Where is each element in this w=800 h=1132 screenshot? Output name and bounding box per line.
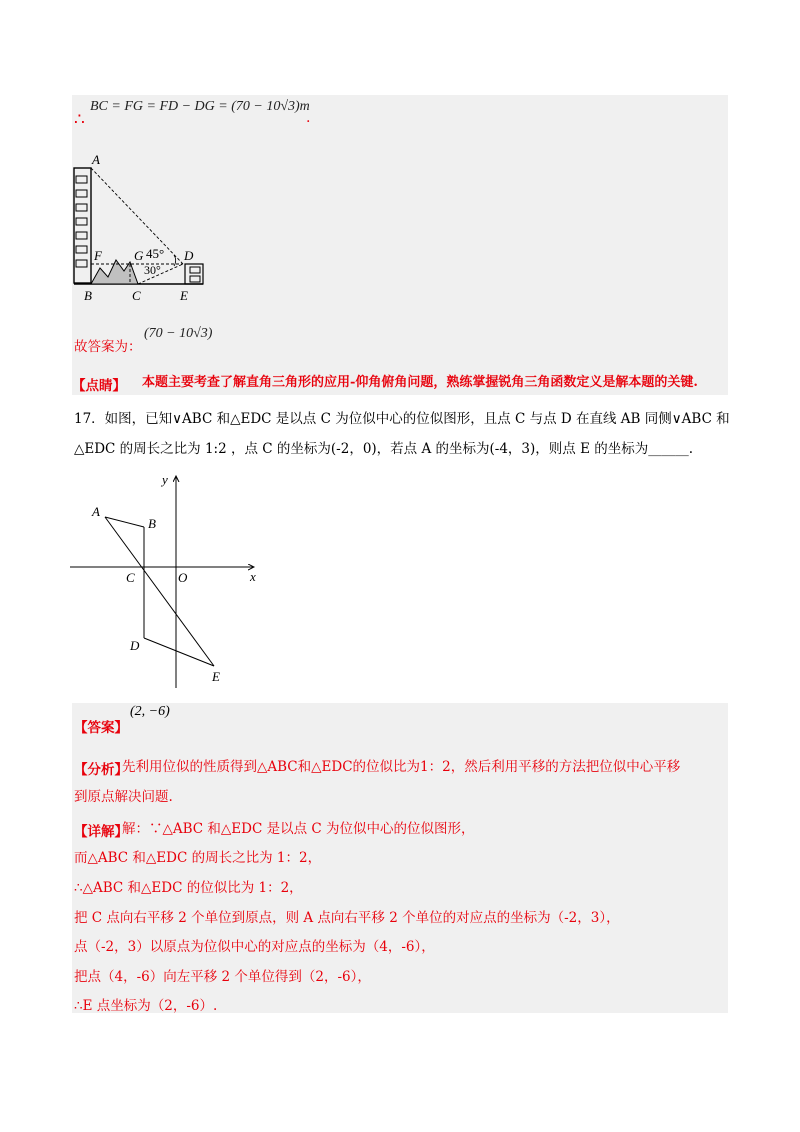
detail-line-2: 而△ABC 和△EDC 的周长之比为 1：2， — [74, 850, 322, 866]
label-e: E — [180, 288, 188, 303]
detail-tag: 【详解】 — [74, 824, 128, 840]
comment-tag: 【点睛】 — [72, 378, 126, 394]
label-c: C — [126, 570, 135, 585]
comment-text: 本题主要考查了解直角三角形的应用-仰角俯角问题，熟练掌握锐角三角函数定义是解本题的关键. — [142, 375, 698, 390]
answer-tag: 【答案】 — [74, 720, 128, 736]
analysis-line-1: 先利用位似的性质得到△ABC和△EDC的位似比为1：2，然后利用平移的方法把位似中心平移 — [122, 759, 681, 775]
label-d: D — [184, 248, 194, 263]
question-line-1: 17．如图，已知∨ABC 和△EDC 是以点 C 为位似中心的位似图形，且点 C 与点 D 在直线 AB 同侧∨ABC 和 — [74, 411, 730, 427]
label-e: E — [212, 669, 220, 684]
detail-line-3: ∴△ABC 和△EDC 的位似比为 1：2， — [74, 880, 303, 896]
answer-value-top: (70 − 10√3) — [144, 326, 213, 341]
answer-value: (2, −6) — [130, 704, 170, 719]
label-c: C — [132, 288, 141, 303]
analysis-line-2: 到原点解决问题. — [74, 789, 173, 805]
label-45: 45° — [146, 246, 165, 261]
label-d: D — [130, 638, 140, 653]
answer-prefix: 故答案为： — [74, 339, 142, 355]
label-x: x — [250, 569, 256, 584]
label-a: A — [92, 152, 100, 167]
label-o: O — [178, 570, 188, 585]
coordinate-figure — [68, 470, 268, 688]
analysis-tag: 【分析】 — [74, 762, 128, 778]
question-line-2: △EDC 的周长之比为 1:2 ，点 C 的坐标为(-2，0)，若点 A 的坐标为(-4，3)，则点 E 的坐标为______. — [74, 441, 694, 457]
detail-line-1: 解：∵△ABC 和△EDC 是以点 C 为位似中心的位似图形， — [122, 821, 475, 837]
label-y: y — [162, 472, 168, 487]
label-b: B — [84, 288, 92, 303]
therefore-symbol: ∴ — [74, 110, 85, 130]
detail-line-6: 把点（4，-6）向左平移 2 个单位得到（2，-6）， — [74, 969, 371, 985]
equation-period: . — [306, 110, 311, 126]
label-f: F — [94, 248, 102, 263]
detail-line-7: ∴E 点坐标为（2，-6）. — [74, 998, 218, 1014]
label-30: 30° — [144, 263, 161, 277]
label-b: B — [148, 516, 156, 531]
label-a: A — [92, 504, 100, 519]
detail-line-5: 点（-2，3）以原点为位似中心的对应点的坐标为（4，-6）， — [74, 939, 435, 955]
building-elevation-figure — [70, 150, 220, 308]
label-g: G — [134, 248, 144, 263]
detail-line-4: 把 C 点向右平移 2 个单位到原点，则 A 点向右平移 2 个单位的对应点的坐标为（-2，3）， — [74, 910, 620, 926]
equation-bc-length: BC = FG = FD − DG = (70 − 10√3)m — [90, 99, 310, 114]
